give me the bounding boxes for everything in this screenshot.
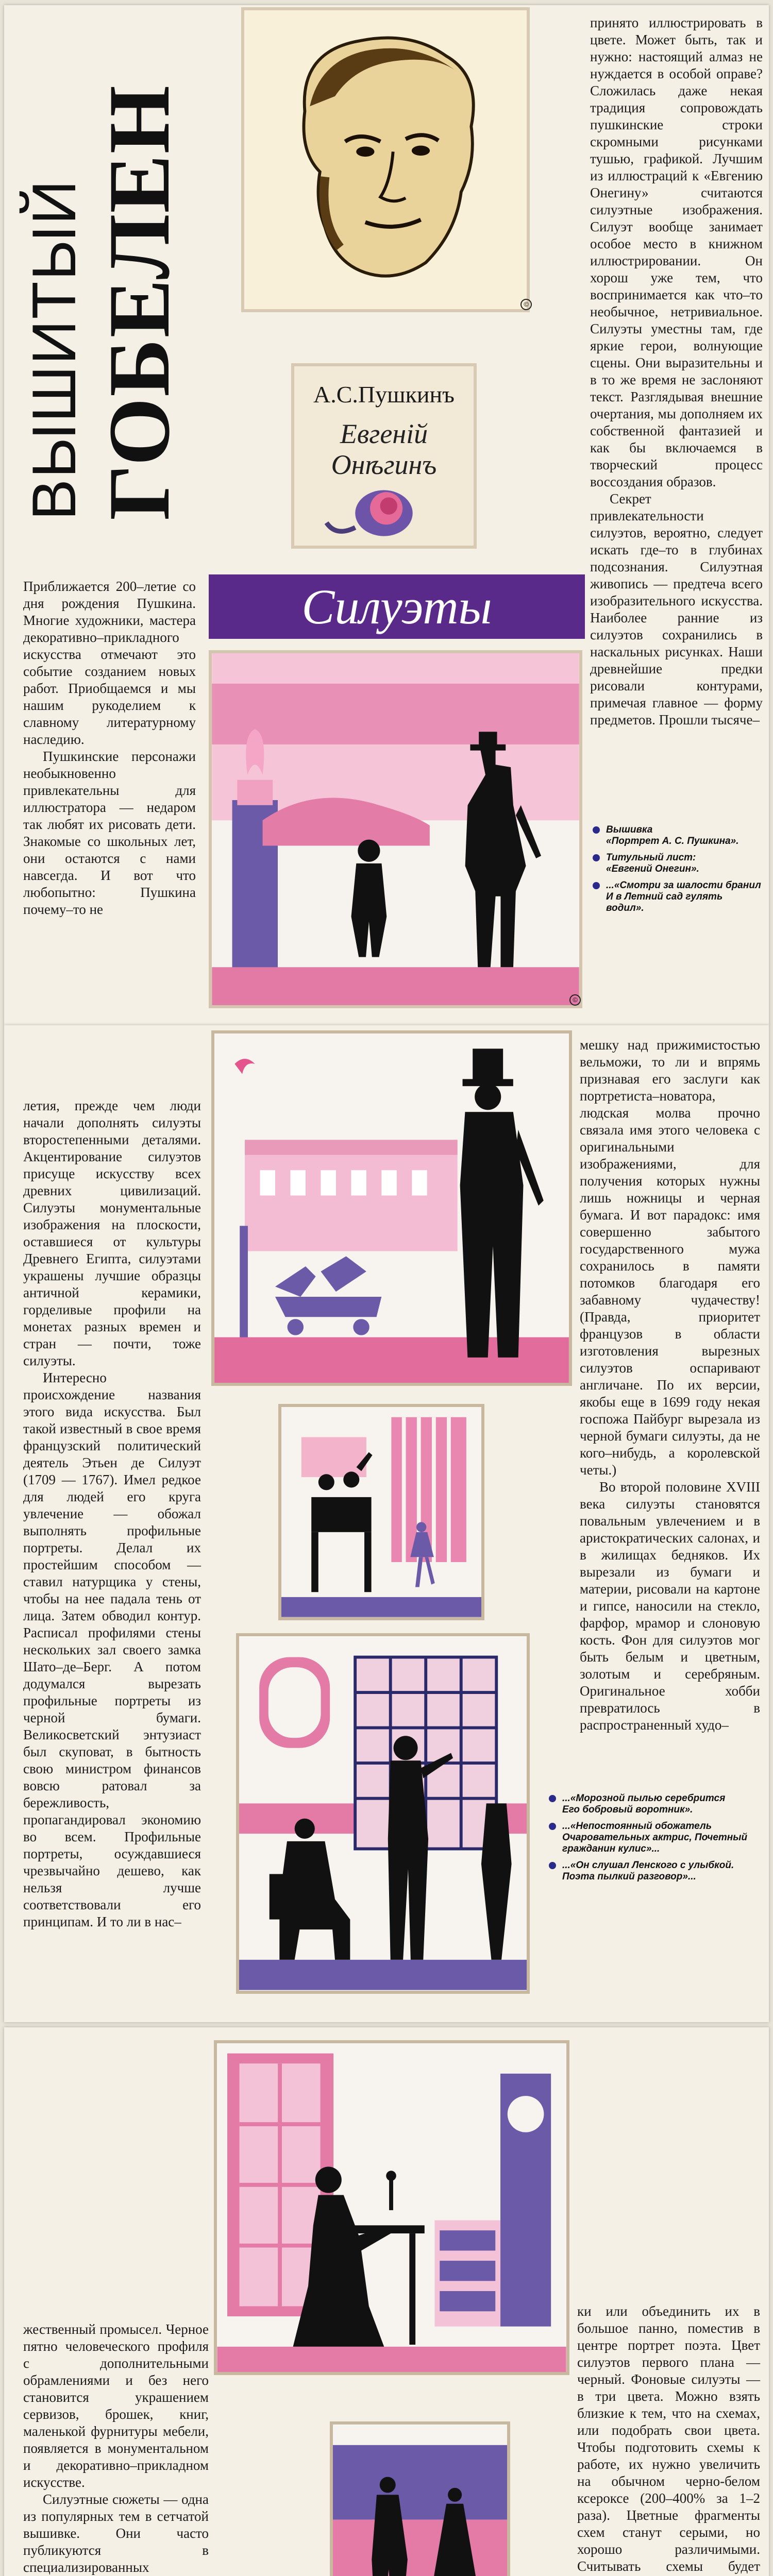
pushkin-portrait-embroidery	[241, 7, 530, 312]
page2-right-column	[580, 1037, 760, 1734]
page1-right-text-2: Секрет привлекательности силуэтов, вероятно, следует искать где–то в глубинах подсознания. Силуэтная живопись — предтеча всего изобразительного искусства. Наиболее ранние из силуэтов сохранились в наскальных рисунках. Наши древнейшие предки рисовали контурами, примечая главное — форму предметов. Прошли тысяче–	[590, 491, 763, 727]
book-title-2: Онѣгинъ	[331, 449, 437, 480]
book-title-embroidery	[291, 363, 477, 549]
book-author: А.С.Пушкинъ	[313, 381, 455, 408]
caption-item: ...«Непостоянный обожатель Очаровательных актрис, Почетный гражданин кулис»...	[549, 1821, 760, 1855]
title-line-1: ВЫШИТЫЙ	[20, 179, 89, 520]
onegin-garden-image	[333, 2425, 507, 2576]
page3-right-column	[577, 2303, 760, 2576]
page1-left-column	[23, 578, 196, 918]
caption-item: ...«Морозной пылью серебрится Его бобровый воротник».	[549, 1793, 760, 1816]
lensky-conversation-embroidery	[236, 1633, 530, 1994]
page2-left-text-2: Интересно происхождение названия этого вида искусства. Был такой известный в свое время французский политический деятель Этьен де Силуэт (1709 — 1767). Имел редкое для людей его круга увлечение — обожал выполнять профильные портреты. Делал их простейшим способом — ставил натурщика у стены, чтобы на нее падала тень от лица. Затем обводил контур. Расписал профилями стены нескольких зал своего замка Шато–де–Берг. А потом додумался вырезать профильные портреты из черной бумаги. Великосветский энтузиаст был скуповат, в бытность свою министром финансов вовсю ратовал за бережливость, пропагандировал экономию во всем. Профильные портреты, осуждавшиеся чрезвычайно дешево, как нельзя лучше соответствовали его принципам. И то ли в нас–	[23, 1370, 201, 1929]
summer-garden-embroidery	[209, 650, 582, 1008]
page2-left-text: летия, прежде чем люди начали дополнять силуэты второстепенными деталями. Акцентирование силуэтов присуще искусству всех древних цивилизаций. Силуэты монументальные изображения на плоскости, оставшиеся от культуры Древнего Египта, силуэтами украшены лучшие образцы античной керамики, горделивые профили на монетах разных времен и стран — почти, тоже силуэты.	[23, 1098, 201, 1368]
page3-left-text-2: Силуэтные сюжеты — одна из популярных тем в сетчатой вышивке. Они часто публикуются в специализированных	[23, 2492, 209, 2575]
banner-text: Силуэты	[301, 579, 492, 634]
summer-garden-image	[212, 653, 579, 1005]
page1-paragraph-2: Пушкинские персонажи необыкновенно привлекательны для иллюстратора — недаром так любят их рисовать дети. Знакомые со школьных лет, они остаются с нами навсегда. И вот что любопытно: Пушкина почему–то не	[23, 749, 196, 917]
theatre-image	[281, 1407, 481, 1617]
page3-left-text: жественный промысел. Черное пятно человеческого профиля с дополнительными обрамлениями и без него становится украшением сервизов, брошек, книг, маленькой фурнитуры мебели, появляется в монументальном и декоративно–прикладном искусстве.	[23, 2321, 209, 2490]
tatiana-letter-embroidery	[214, 2040, 569, 2375]
rose-motif	[294, 480, 474, 547]
page2-right-text-2: Во второй половине XVIII века силуэты становятся повальным увлечением и в аристократических салонах, и в жилищах бедняков. Их вырезали из бумаги и материи, рисовали на картоне и гипсе, наносили на стекло, фарфор, мрамор и слоновую кость. Фон для силуэтов мог быть белым и цветным, золотым и серебряным. Оригинальное хобби превратилось в распространенный худо–	[580, 1479, 760, 1733]
article-title	[15, 46, 191, 520]
page1-right-column	[590, 14, 763, 728]
onegin-garden-embroidery	[330, 2421, 510, 2576]
page1-intro: Приближается 200–летие со дня рождения Пушкина. Многие художники, мастера декоративно–прикладного искусства отмечают это событие созданием новых работ. Приобщаемся и мы нашим рукоделием к славному литературному наследию.	[23, 579, 196, 747]
tatiana-letter-image	[217, 2043, 566, 2372]
page2-captions	[549, 1793, 760, 1888]
caption-item: Титульный лист: «Евгений Онегин».	[593, 852, 763, 875]
page2-right-text: мешку над прижимистостью вельможи, то ли и впрямь признавая его заслуги как портретиста–новатора, людская молва прочно связала имя этого человека с оригинальными изображениями, для получения которых нужны лишь ножницы и черная бумага. И вот парадокс: имя совершенно забытого государственного мужа сохранилось в памяти потомков благодаря его забавному чудачеству! (Правда, приоритет французов в области изготовления вырезных силуэтов оспаривают англичане. По их версии, якобы еще в 1699 году некая госпожа Пайбург вырезала из черной бумаги силуэты, да не кого–нибудь, а королевской четы.)	[580, 1037, 760, 1478]
caption-item: ...«Он слушал Ленского с улыбкой. Поэта пылкий разговор»...	[549, 1860, 760, 1883]
book-title-1: Евгенiй	[340, 418, 428, 449]
page1-captions	[593, 824, 763, 919]
portrait-image	[244, 10, 527, 309]
copyright-mark: ©	[520, 299, 532, 310]
theatre-embroidery	[278, 1404, 484, 1620]
caption-item: ...«Смотри за шалости бранил И в Летний сад гулять водил».	[593, 880, 763, 914]
page3-right-text: ки или объединить их в большое панно, поместив в центре портрет поэта. Цвет силуэтов первого плана — черный. Фоновые силуэты — в три цвета. Можно взять близкие к тем, что на схемах, или подобрать свои цвета. Чтобы подготовить схемы к работе, их нужно увеличить на обычном черно-белом ксероксе (200–400% за 1–2 раза). Цветные фрагменты схем станут серыми, но хорошо различимыми. Считывать схемы будет	[577, 2303, 760, 2574]
caption-item: Вышивка «Портрет А. С. Пушкина».	[593, 824, 763, 847]
silhouettes-banner	[209, 574, 585, 639]
title-line-2: ГОБЕЛЕН	[91, 84, 188, 520]
page1-right-text: принято иллюстрировать в цвете. Может быть, так и нужно: настоящий алмаз не нуждается в особой оправе? Сложилась даже некая традиция сопровождать пушкинские строки скромными рисунками тушью, графикой. Лучшим из иллюстраций к «Евгению Онегину» считаются силуэтные изображения. Силуэт вообще занимает особое место в книжном иллюстрировании. Он хорош уже тем, что воспринимается как что–то необычное, нетривиальное. Силуэты уместны там, где яркие герои, волнующие сцены. Они выразительны и в то же время не заслоняют текст. Разглядывая внешние очертания, мы дополняем их собственной фантазией и как бы включаемся в творческий процесс воссоздания образов.	[590, 15, 763, 489]
lensky-conversation-image	[239, 1636, 527, 1991]
page2-left-column	[23, 1097, 201, 1930]
page3-left-column	[23, 2321, 209, 2576]
copyright-mark: ©	[569, 994, 581, 1006]
winter-sleigh-embroidery	[211, 1030, 572, 1386]
winter-sleigh-image	[214, 1033, 569, 1383]
